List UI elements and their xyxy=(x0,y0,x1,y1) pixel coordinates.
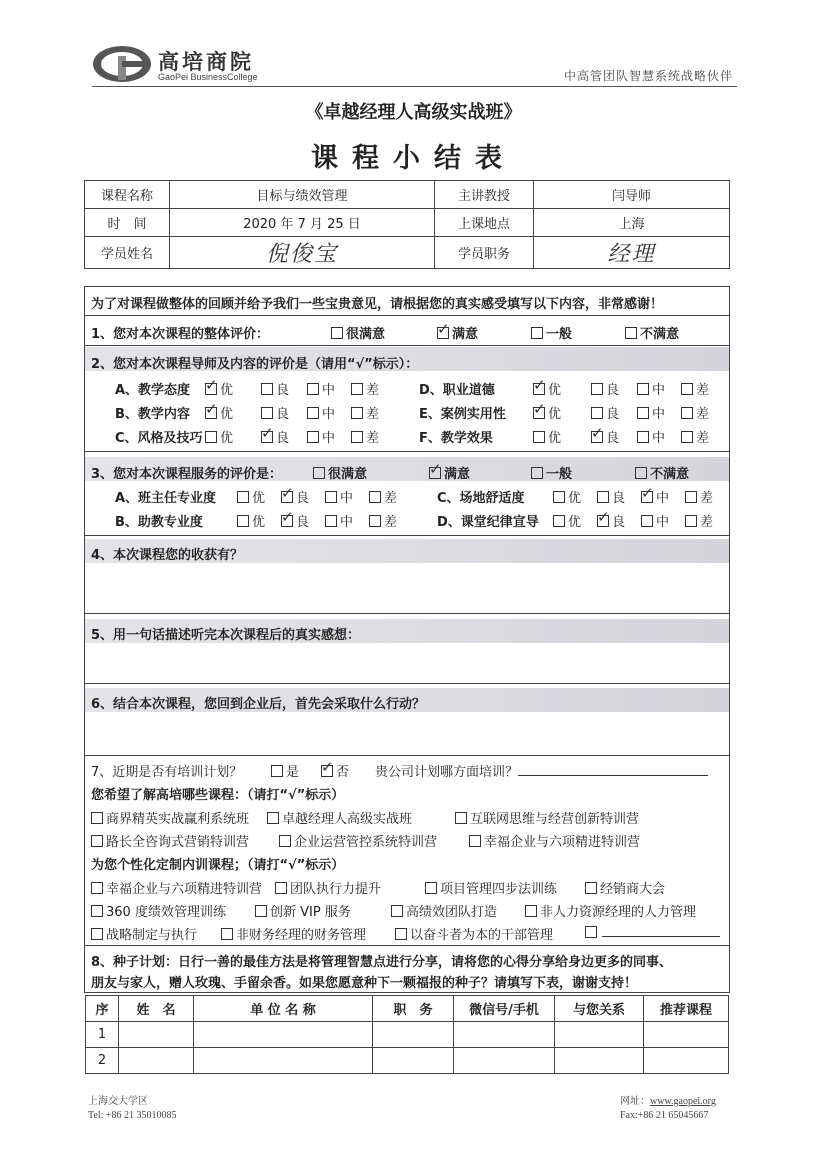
q3-grade-checkbox[interactable] xyxy=(641,491,653,503)
logo xyxy=(92,44,272,90)
course-option[interactable] xyxy=(91,924,197,943)
cell-name[interactable] xyxy=(119,1022,194,1048)
q8-section xyxy=(85,945,729,995)
footer-right xyxy=(620,1095,716,1123)
q7-sub1: 您希望了解高培哪些课程：（请打“√”标示） xyxy=(91,788,345,803)
name-value[interactable] xyxy=(170,237,435,269)
q7-checkbox-yes[interactable] xyxy=(271,765,283,777)
q5-section[interactable] xyxy=(85,613,729,684)
q2-grade-checkbox[interactable] xyxy=(351,407,363,419)
cell-wechat[interactable] xyxy=(454,1048,555,1074)
q3-option-1[interactable] xyxy=(429,463,470,482)
course-option[interactable] xyxy=(455,808,639,827)
q2-grade-label: 良 xyxy=(606,407,620,422)
q3-item-label: B、助教专业度 xyxy=(115,515,203,530)
q2-grade-checkbox[interactable] xyxy=(637,431,649,443)
footer-tel: Tel: +86 21 35010085 xyxy=(88,1110,177,1121)
q3-grade-option[interactable] xyxy=(237,487,265,506)
q3-grade-checkbox[interactable] xyxy=(281,491,293,503)
q3-grade-label: 优 xyxy=(252,491,266,506)
q2-grade-option[interactable] xyxy=(205,379,233,398)
cell-name[interactable] xyxy=(119,1048,194,1074)
cell-company[interactable] xyxy=(194,1048,373,1074)
footer-fax: Fax:+86 21 65045667 xyxy=(620,1110,709,1121)
q2-grade-option[interactable] xyxy=(205,403,233,422)
course-checkbox[interactable] xyxy=(275,882,287,894)
q2-grade-label: 优 xyxy=(220,431,234,446)
q3-grade-checkbox[interactable] xyxy=(237,515,249,527)
teacher-value[interactable]: 闫导师 xyxy=(534,181,730,209)
footer-left xyxy=(88,1095,177,1123)
q2-grade-label: 差 xyxy=(366,407,380,422)
q2-grade-checkbox[interactable] xyxy=(591,383,603,395)
q3-grade-option[interactable] xyxy=(685,487,713,506)
footer-web-link[interactable]: www.gaopei.org xyxy=(650,1096,716,1107)
q2-grade-option[interactable] xyxy=(261,427,289,446)
table-row xyxy=(86,1022,729,1048)
q7-followup-field[interactable] xyxy=(518,763,708,776)
course-checkbox[interactable] xyxy=(255,905,267,917)
q1-option-label: 很满意 xyxy=(346,327,386,342)
q2-grade-checkbox[interactable] xyxy=(261,431,273,443)
q2-grade-option[interactable] xyxy=(681,427,709,446)
course-label: 项目管理四步法训练 xyxy=(440,882,558,897)
course-option[interactable] xyxy=(391,901,497,920)
q2-grade-checkbox[interactable] xyxy=(637,383,649,395)
q3-grade-option[interactable] xyxy=(325,487,353,506)
q2-grade-label: 差 xyxy=(366,383,380,398)
q2-grade-label: 良 xyxy=(606,431,620,446)
q3-grade-option[interactable] xyxy=(369,487,397,506)
q2-grade-label: 优 xyxy=(548,431,562,446)
q3-grade-option[interactable] xyxy=(641,511,669,530)
course-option[interactable] xyxy=(279,831,437,850)
col-index: 序 xyxy=(86,996,119,1022)
course-option[interactable] xyxy=(91,808,249,827)
q2-item-label: A、教学态度 xyxy=(115,383,191,398)
cell-position[interactable] xyxy=(373,1022,454,1048)
course-option[interactable] xyxy=(255,901,351,920)
cell-course[interactable] xyxy=(644,1022,729,1048)
q1-question: 1、您对本次课程的整体评价： xyxy=(91,327,270,342)
cell-relation[interactable] xyxy=(555,1048,644,1074)
survey-form xyxy=(84,286,730,1068)
q3-grade-label: 中 xyxy=(340,491,354,506)
course-checkbox[interactable] xyxy=(525,905,537,917)
q2-grade-option[interactable] xyxy=(351,403,379,422)
q2-grade-checkbox[interactable] xyxy=(591,407,603,419)
place-label: 上课地点 xyxy=(435,209,534,237)
q2-grade-label: 中 xyxy=(322,383,336,398)
q3-grade-option[interactable] xyxy=(369,511,397,530)
q3-option-0[interactable] xyxy=(313,463,367,482)
q3-grade-option[interactable] xyxy=(597,511,625,530)
q2-item-label: F、教学效果 xyxy=(419,431,493,446)
q8-line1: 8、种子计划：日行一善的最佳方法是将管理智慧点进行分享，请将您的心得分享给身边更多的同事、 xyxy=(91,955,673,970)
q3-grade-option[interactable] xyxy=(641,487,669,506)
q3-grade-checkbox[interactable] xyxy=(597,515,609,527)
q2-grade-option[interactable] xyxy=(351,379,379,398)
q2-grade-label: 优 xyxy=(220,407,234,422)
q2-grade-label: 良 xyxy=(276,431,290,446)
q2-grade-checkbox[interactable] xyxy=(307,407,319,419)
course-label: 团队执行力提升 xyxy=(290,882,382,897)
q2-grade-checkbox[interactable] xyxy=(681,407,693,419)
q2-grade-checkbox[interactable] xyxy=(533,383,545,395)
cell-wechat[interactable] xyxy=(454,1022,555,1048)
course-option[interactable] xyxy=(395,924,553,943)
q2-grade-option[interactable] xyxy=(307,403,335,422)
footer-web-line xyxy=(620,1095,716,1109)
course-checkbox[interactable] xyxy=(221,928,233,940)
q2-grade-option[interactable] xyxy=(591,427,619,446)
q3-option-label: 一般 xyxy=(546,467,573,482)
q2-grade-label: 差 xyxy=(696,383,710,398)
q3-option-label: 满意 xyxy=(444,467,471,482)
q2-grade-label: 良 xyxy=(606,383,620,398)
q7-followup-label: 贵公司计划哪方面培训？ xyxy=(375,765,519,780)
course-label: 高绩效团队打造 xyxy=(406,905,498,920)
q2-grade-label: 中 xyxy=(652,431,666,446)
q3-question: 3、您对本次课程服务的评价是： xyxy=(91,467,283,482)
course-label: 幸福企业与六项精进特训营 xyxy=(106,882,263,897)
q1-option-label: 一般 xyxy=(546,327,573,342)
logo-cn-text: 高培商院 xyxy=(158,49,254,74)
q3-grade-label: 差 xyxy=(700,515,714,530)
q2-grade-checkbox[interactable] xyxy=(591,431,603,443)
course-checkbox[interactable] xyxy=(91,835,103,847)
course-option[interactable] xyxy=(585,924,720,941)
logo-en-text: GaoPei BusinessCollege xyxy=(158,72,258,82)
q8-line2: 朋友与家人，赠人玫瑰、手留余香。如果您愿意种下一颗福报的种子？请填写下表，谢谢支持！ xyxy=(91,976,638,991)
course-option[interactable] xyxy=(469,831,640,850)
post-label: 学员职务 xyxy=(435,237,534,269)
q2-grade-option[interactable] xyxy=(261,379,289,398)
course-option[interactable] xyxy=(525,901,696,920)
q2-grade-checkbox[interactable] xyxy=(533,407,545,419)
intro-text: 为了对课程做整体的回顾并给予我们一些宝贵意见，请根据您的真实感受填写以下内容，非常感谢！ xyxy=(91,297,664,312)
intro-section xyxy=(85,287,729,316)
time-label: 时 间 xyxy=(85,209,170,237)
name-label: 学员姓名 xyxy=(85,237,170,269)
course-checkbox[interactable] xyxy=(267,812,279,824)
q2-grade-option[interactable] xyxy=(533,379,561,398)
q2-grade-label: 中 xyxy=(652,383,666,398)
q3-grade-checkbox[interactable] xyxy=(641,515,653,527)
q3-option-label: 很满意 xyxy=(328,467,368,482)
q7-no[interactable] xyxy=(321,761,349,780)
q2-grade-checkbox[interactable] xyxy=(307,383,319,395)
q3-grade-option[interactable] xyxy=(281,487,309,506)
q3-checkbox-1[interactable] xyxy=(429,467,441,479)
q2-item-label: C、风格及技巧 xyxy=(115,431,203,446)
q3-grade-label: 良 xyxy=(612,515,626,530)
q2-grade-checkbox[interactable] xyxy=(261,407,273,419)
cell-relation[interactable] xyxy=(555,1022,644,1048)
q2-grade-option[interactable] xyxy=(307,379,335,398)
course-option[interactable] xyxy=(221,924,366,943)
q2-grade-label: 差 xyxy=(696,407,710,422)
q2-item-label: B、教学内容 xyxy=(115,407,190,422)
row-index: 1 xyxy=(86,1022,119,1048)
q3-grade-checkbox[interactable] xyxy=(369,491,381,503)
q7-question: 7、近期是否有培训计划？ xyxy=(91,765,243,780)
q3-checkbox-0[interactable] xyxy=(313,467,325,479)
header-divider xyxy=(92,86,737,87)
course-option[interactable] xyxy=(275,878,381,897)
course-label: 以奋斗者为本的干部管理 xyxy=(410,928,554,943)
q3-option-2[interactable] xyxy=(531,463,572,482)
q3-grade-label: 中 xyxy=(656,515,670,530)
course-option[interactable] xyxy=(267,808,412,827)
q3-grade-option[interactable] xyxy=(281,511,309,530)
q2-grade-checkbox[interactable] xyxy=(307,431,319,443)
course-label: 战略制定与执行 xyxy=(106,928,198,943)
course-option[interactable] xyxy=(425,878,557,897)
subtitle: 《卓越经理人高级实战班》 xyxy=(305,102,522,123)
col-relation: 与您关系 xyxy=(555,996,644,1022)
row-index: 2 xyxy=(86,1048,119,1074)
q1-checkbox-2[interactable] xyxy=(531,327,543,339)
q3-grade-option[interactable] xyxy=(685,511,713,530)
q2-grade-label: 差 xyxy=(366,431,380,446)
course-option[interactable] xyxy=(91,901,226,920)
course-info-table xyxy=(84,180,730,269)
cell-position[interactable] xyxy=(373,1048,454,1074)
q3-grade-checkbox[interactable] xyxy=(685,491,697,503)
cell-course[interactable] xyxy=(644,1048,729,1074)
q3-grade-checkbox[interactable] xyxy=(553,491,565,503)
course-label: 360 度绩效管理训练 xyxy=(106,905,226,920)
post-handwriting: 经理 xyxy=(607,242,656,267)
q2-grade-option[interactable] xyxy=(637,403,665,422)
q1-option-0[interactable] xyxy=(331,323,385,342)
place-value[interactable]: 上海 xyxy=(534,209,730,237)
course-label: 商界精英实战赢利系统班 xyxy=(106,812,250,827)
q3-grade-label: 优 xyxy=(252,515,266,530)
q2-grade-label: 中 xyxy=(652,407,666,422)
q3-grade-checkbox[interactable] xyxy=(325,515,337,527)
q7-section xyxy=(85,755,729,946)
table-row xyxy=(86,1048,729,1074)
course-option[interactable] xyxy=(585,878,665,897)
q1-option-2[interactable] xyxy=(531,323,572,342)
q7-sub2: 为您个性化定制内训课程；（请打“√”标示） xyxy=(91,858,345,873)
q7-yes[interactable] xyxy=(271,761,299,780)
q3-grade-label: 差 xyxy=(700,491,714,506)
q2-grade-option[interactable] xyxy=(351,427,379,446)
q3-checkbox-3[interactable] xyxy=(635,467,647,479)
col-company: 单 位 名 称 xyxy=(194,996,373,1022)
course-checkbox[interactable] xyxy=(455,812,467,824)
q3-grade-option[interactable] xyxy=(597,487,625,506)
course-label: 非人力资源经理的人力管理 xyxy=(540,905,697,920)
q2-grade-label: 良 xyxy=(276,383,290,398)
q2-section xyxy=(85,345,729,452)
q7-no-label: 否 xyxy=(336,765,350,780)
q2-grade-option[interactable] xyxy=(533,427,561,446)
q2-grade-label: 良 xyxy=(276,407,290,422)
q2-grade-checkbox[interactable] xyxy=(681,383,693,395)
q1-option-3[interactable] xyxy=(625,323,679,342)
other-course-field[interactable] xyxy=(602,924,720,937)
q6-question: 6、结合本次课程，您回到企业后，首先会采取什么行动？ xyxy=(91,697,426,712)
course-checkbox[interactable] xyxy=(91,812,103,824)
q3-checkbox-2[interactable] xyxy=(531,467,543,479)
q2-grade-option[interactable] xyxy=(533,403,561,422)
q3-grade-label: 良 xyxy=(612,491,626,506)
q3-grade-option[interactable] xyxy=(325,511,353,530)
q3-grade-checkbox[interactable] xyxy=(237,491,249,503)
course-checkbox[interactable] xyxy=(425,882,437,894)
course-checkbox[interactable] xyxy=(91,905,103,917)
q2-grade-option[interactable] xyxy=(681,403,709,422)
course-checkbox[interactable] xyxy=(469,835,481,847)
q3-grade-label: 差 xyxy=(384,515,398,530)
q3-grade-checkbox[interactable] xyxy=(325,491,337,503)
q2-grade-checkbox[interactable] xyxy=(261,383,273,395)
teacher-label: 主讲教授 xyxy=(435,181,534,209)
q3-option-3[interactable] xyxy=(635,463,689,482)
course-checkbox[interactable] xyxy=(91,882,103,894)
course-label: 创新 VIP 服务 xyxy=(270,905,351,920)
q2-grade-option[interactable] xyxy=(637,379,665,398)
q4-question: 4、本次课程您的收获有？ xyxy=(91,548,244,563)
q3-grade-checkbox[interactable] xyxy=(281,515,293,527)
course-checkbox[interactable] xyxy=(279,835,291,847)
course-checkbox[interactable] xyxy=(391,905,403,917)
col-wechat: 微信号/手机 xyxy=(454,996,555,1022)
course-checkbox[interactable] xyxy=(91,928,103,940)
q2-grade-option[interactable] xyxy=(681,379,709,398)
q5-question: 5、用一句话描述听完本次课程后的真实感想： xyxy=(91,628,361,643)
course-label: 卓越经理人高级实战班 xyxy=(282,812,413,827)
q1-section xyxy=(85,315,729,346)
q6-section[interactable] xyxy=(85,683,729,756)
post-value[interactable] xyxy=(534,237,730,269)
course-option[interactable] xyxy=(91,878,262,897)
q3-item-label: D、课堂纪律宣导 xyxy=(437,515,539,530)
q1-checkbox-0[interactable] xyxy=(331,327,343,339)
col-position: 职 务 xyxy=(373,996,454,1022)
course-label: 经销商大会 xyxy=(600,882,666,897)
q7-followup xyxy=(375,761,708,780)
q7-yes-label: 是 xyxy=(286,765,300,780)
course-value[interactable]: 目标与绩效管理 xyxy=(170,181,435,209)
q1-option-label: 满意 xyxy=(452,327,479,342)
q3-grade-label: 优 xyxy=(568,491,582,506)
col-name: 姓 名 xyxy=(119,996,194,1022)
course-label: 课程名称 xyxy=(85,181,170,209)
q3-item-label: A、班主任专业度 xyxy=(115,491,217,506)
q7-checkbox-no[interactable] xyxy=(321,765,333,777)
course-label: 幸福企业与六项精进特训营 xyxy=(484,835,641,850)
q2-item-label: E、案例实用性 xyxy=(419,407,506,422)
q2-grade-checkbox[interactable] xyxy=(681,431,693,443)
q2-grade-label: 优 xyxy=(548,407,562,422)
course-checkbox[interactable] xyxy=(395,928,407,940)
footer-address: 上海交大学区 xyxy=(88,1096,148,1107)
logo-icon xyxy=(92,44,154,84)
q3-grade-checkbox[interactable] xyxy=(685,515,697,527)
q3-grade-option[interactable] xyxy=(553,487,581,506)
q2-grade-option[interactable] xyxy=(261,403,289,422)
course-label: 非财务经理的财务管理 xyxy=(236,928,367,943)
q3-option-label: 不满意 xyxy=(650,467,690,482)
q1-option-label: 不满意 xyxy=(640,327,680,342)
q2-item-label: D、职业道德 xyxy=(419,383,495,398)
cell-company[interactable] xyxy=(194,1022,373,1048)
q3-grade-label: 良 xyxy=(296,515,310,530)
course-label: 路长全咨询式营销特训营 xyxy=(106,835,250,850)
name-handwriting: 倪俊宝 xyxy=(265,242,338,267)
referral-table xyxy=(85,995,729,1074)
course-checkbox[interactable] xyxy=(585,882,597,894)
q3-item-label: C、场地舒适度 xyxy=(437,491,525,506)
course-checkbox[interactable] xyxy=(585,926,597,938)
q1-checkbox-3[interactable] xyxy=(625,327,637,339)
q3-grade-label: 中 xyxy=(656,491,670,506)
course-option[interactable] xyxy=(91,831,249,850)
q3-grade-checkbox[interactable] xyxy=(369,515,381,527)
q2-grade-checkbox[interactable] xyxy=(205,431,217,443)
q1-checkbox-1[interactable] xyxy=(437,327,449,339)
q2-grade-option[interactable] xyxy=(591,403,619,422)
q2-grade-checkbox[interactable] xyxy=(351,383,363,395)
q3-grade-label: 差 xyxy=(384,491,398,506)
q2-grade-option[interactable] xyxy=(205,427,233,446)
q2-grade-label: 优 xyxy=(548,383,562,398)
q2-grade-option[interactable] xyxy=(637,427,665,446)
q2-grade-option[interactable] xyxy=(591,379,619,398)
footer-web-label: 网址： xyxy=(620,1096,650,1107)
time-value[interactable]: 2020 年 7 月 25 日 xyxy=(170,209,435,237)
q3-section xyxy=(85,451,729,536)
q2-grade-label: 差 xyxy=(696,431,710,446)
q3-grade-checkbox[interactable] xyxy=(553,515,565,527)
tagline: 中高管团队智慧系统战略伙伴 xyxy=(563,69,733,83)
q2-grade-checkbox[interactable] xyxy=(351,431,363,443)
q2-grade-checkbox[interactable] xyxy=(637,407,649,419)
q1-option-1[interactable] xyxy=(437,323,478,342)
q4-section[interactable] xyxy=(85,535,729,614)
q2-grade-checkbox[interactable] xyxy=(205,383,217,395)
q2-question: 2、您对本次课程导师及内容的评价是（请用“√”标示）： xyxy=(91,357,419,372)
q2-grade-checkbox[interactable] xyxy=(205,407,217,419)
col-course: 推荐课程 xyxy=(644,996,729,1022)
q3-grade-option[interactable] xyxy=(553,511,581,530)
q2-grade-label: 中 xyxy=(322,407,336,422)
q3-grade-label: 优 xyxy=(568,515,582,530)
q2-grade-checkbox[interactable] xyxy=(533,431,545,443)
q3-grade-label: 中 xyxy=(340,515,354,530)
page-title: 课程小结表 xyxy=(311,143,516,174)
q3-grade-label: 良 xyxy=(296,491,310,506)
course-label: 互联网思维与经营创新特训营 xyxy=(470,812,640,827)
q3-grade-option[interactable] xyxy=(237,511,265,530)
q3-grade-checkbox[interactable] xyxy=(597,491,609,503)
q2-grade-label: 优 xyxy=(220,383,234,398)
q2-grade-label: 中 xyxy=(322,431,336,446)
course-label: 企业运营管控系统特训营 xyxy=(294,835,438,850)
referral-header-row xyxy=(86,996,729,1022)
q2-grade-option[interactable] xyxy=(307,427,335,446)
